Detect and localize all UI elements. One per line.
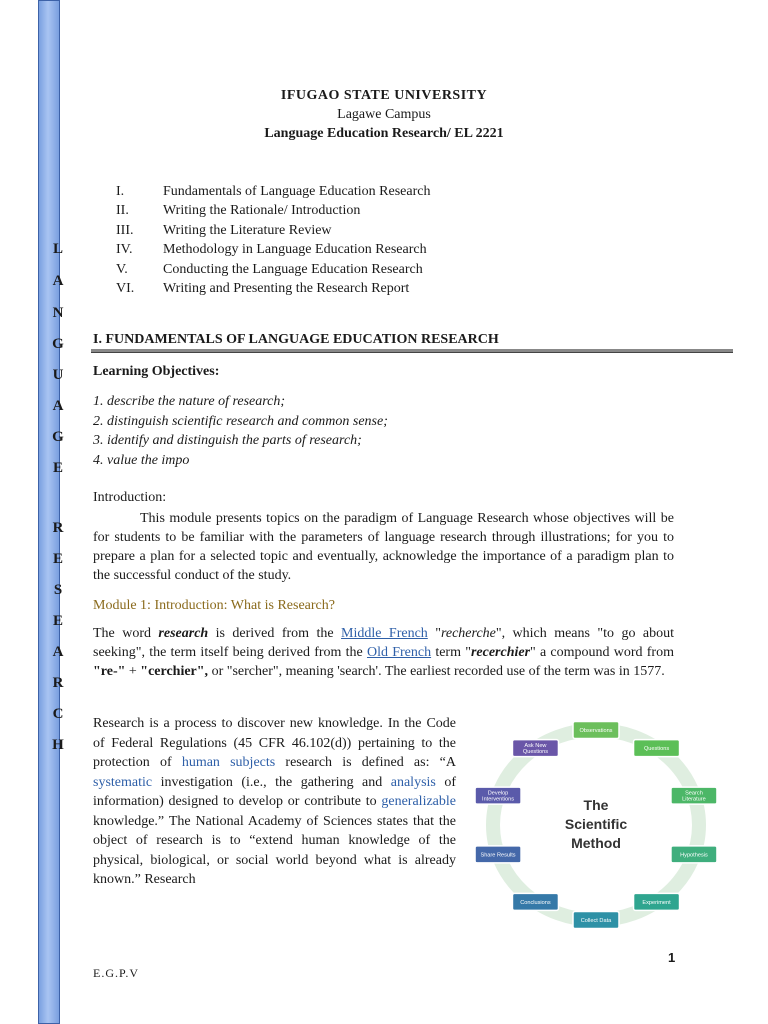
page-number: 1 xyxy=(668,950,676,965)
text-run: ", which means "to go about seeking", the term itself being derived from the xyxy=(93,626,674,660)
side-letter: E xyxy=(52,613,63,629)
introduction-paragraph: This module presents topics on the paradigm of Language Research whose objectives will be for students to be familiar with the parameters of language research through illustrations; for you to prepare a plan for a selected topic and eventually, acknowledge the importance of a paradigm plan to the successful conduct of the study. xyxy=(93,511,674,583)
diagram-node-label-line: Questions xyxy=(643,746,670,753)
side-letter: U xyxy=(52,367,64,383)
side-letter: R xyxy=(52,675,64,691)
text-run: knowledge.” The National Academy of Sciences states that the object of research is to “extend human knowledge of the physical, biological, or social world beyond what is already known.” Research xyxy=(93,813,456,887)
diagram-node xyxy=(512,893,558,910)
text-run: " a compound word from xyxy=(530,645,674,660)
diagram-node-label-line: Observations xyxy=(579,728,613,734)
diagram-node-label xyxy=(581,918,612,924)
text-run: research is defined as: “A xyxy=(275,755,456,770)
toc-text: Fundamentals of Language Education Research xyxy=(163,184,431,199)
toc-number: V. xyxy=(116,261,128,277)
diagram-node-label-line: Share Results xyxy=(480,852,516,859)
scientific-method-diagram xyxy=(470,712,730,938)
diagram-title-line: Method xyxy=(571,835,621,851)
toc-text: Writing and Presenting the Research Report xyxy=(163,281,410,296)
side-letter: N xyxy=(52,305,64,321)
learning-objectives-title: Learning Objectives: xyxy=(93,364,220,379)
toc-text: Conducting the Language Education Research xyxy=(163,261,423,277)
diagram-node xyxy=(512,740,558,757)
objective-item: 4. value the impo xyxy=(93,453,190,468)
side-letter: L xyxy=(52,241,63,257)
text-run: The word xyxy=(93,626,159,641)
diagram-node-label-line: Hypothesis xyxy=(680,852,708,859)
toc-number: III. xyxy=(116,222,134,238)
objective-item: 1. describe the nature of research; xyxy=(93,394,286,409)
diagram-node xyxy=(634,893,680,910)
text-run: " xyxy=(427,626,441,641)
diagram-node-label xyxy=(644,746,669,752)
term-research: research xyxy=(158,626,209,641)
diagram-node xyxy=(671,787,717,804)
text-run: of information) designed to develop or contribute to xyxy=(93,774,456,809)
diagram-node-label-line: Develop xyxy=(487,790,509,797)
diagram-node-label-line: Questions xyxy=(522,749,549,756)
side-letter: A xyxy=(52,644,64,660)
university-name: IFUGAO STATE UNIVERSITY xyxy=(280,88,488,103)
diagram-node-label xyxy=(680,852,708,858)
toc-number: II. xyxy=(116,203,129,219)
diagram-node-label-line: Collect Data xyxy=(580,918,612,924)
diagram-title xyxy=(565,797,627,851)
decorative-side-bar xyxy=(38,0,60,1024)
toc-text: Writing the Literature Review xyxy=(163,222,332,238)
diagram-node-label-line: Search xyxy=(685,790,703,797)
diagram-node-label-line: Experiment xyxy=(642,899,671,906)
side-letter: E xyxy=(52,460,63,476)
side-letter: G xyxy=(52,429,64,445)
introduction-label: Introduction: xyxy=(93,490,167,505)
systematic-link[interactable]: systematic xyxy=(93,774,153,790)
diagram-node-label-line: Conclusions xyxy=(520,899,551,906)
term-recerchier: recerchier xyxy=(470,645,531,660)
diagram-node xyxy=(475,787,521,804)
diagram-node xyxy=(573,912,619,929)
diagram-node-label xyxy=(520,900,551,906)
section-divider xyxy=(91,349,733,353)
term-re: "re-" xyxy=(93,664,126,679)
toc-number: IV. xyxy=(116,242,133,258)
side-letter: A xyxy=(52,273,64,289)
diagram-node xyxy=(671,846,717,863)
diagram-node-label xyxy=(580,728,613,734)
middle-french-link[interactable]: Middle French xyxy=(341,626,428,641)
module-heading: Module 1: Introduction: What is Research? xyxy=(93,598,335,613)
section-heading: I. FUNDAMENTALS OF LANGUAGE EDUCATION RESEARCH xyxy=(93,332,499,347)
human-subjects-link[interactable]: human subjects xyxy=(181,755,276,770)
analysis-link[interactable]: analysis xyxy=(390,774,436,790)
text-run: term " xyxy=(431,645,471,660)
text-run: Research is a process to discover new knowledge. In the Code of Federal Regulations (45 CFR 46.102(d)) pertaining to the protection of xyxy=(93,716,456,770)
diagram-title-line: The xyxy=(583,797,609,813)
etymology-paragraph xyxy=(93,624,674,681)
side-letter: G xyxy=(52,336,64,352)
diagram-node-label-line: Ask New xyxy=(524,743,547,750)
text-run: is derived from the xyxy=(208,626,342,641)
text-run: or "sercher", meaning 'search'. The earliest recorded use of the term was in 1577. xyxy=(208,664,665,679)
diagram-node-label-line: Interventions xyxy=(482,796,515,803)
side-letter: R xyxy=(52,520,64,536)
diagram-node-label xyxy=(682,791,706,803)
toc-text: Writing the Rationale/ Introduction xyxy=(163,203,361,219)
diagram-node xyxy=(573,722,619,739)
side-letter: A xyxy=(52,398,64,414)
diagram-node-label-line: Literature xyxy=(682,796,706,803)
side-letter: E xyxy=(52,551,63,567)
diagram-node xyxy=(475,846,521,863)
diagram-node xyxy=(634,740,680,757)
text-run: investigation (i.e., the gathering and xyxy=(152,774,391,790)
generalizable-link[interactable]: generalizable xyxy=(381,794,456,809)
diagram-node-label xyxy=(480,852,515,858)
term-recherche: recherche xyxy=(440,626,496,641)
objective-item: 3. identify and distinguish the parts of research; xyxy=(93,433,362,448)
side-letter: H xyxy=(52,737,64,753)
toc-text: Methodology in Language Education Research xyxy=(163,242,427,258)
diagram-title-line: Scientific xyxy=(564,816,628,832)
footer-initials: E.G.P.V xyxy=(93,966,140,980)
diagram-node-label xyxy=(642,900,671,906)
text-run: + xyxy=(125,664,141,679)
side-letter: S xyxy=(53,582,63,598)
campus-name: Lagawe Campus xyxy=(337,107,431,122)
course-title: Language Education Research/ EL 2221 xyxy=(264,126,504,141)
term-cerchier: "cerchier", xyxy=(140,664,209,679)
research-definition-paragraph xyxy=(93,714,456,890)
objective-item: 2. distinguish scientific research and common sense; xyxy=(93,414,388,429)
diagram-node-label xyxy=(523,743,548,755)
toc-number: I. xyxy=(116,184,125,199)
side-letter: C xyxy=(52,706,64,722)
toc-number: VI. xyxy=(116,281,135,296)
old-french-link[interactable]: Old French xyxy=(366,645,432,660)
